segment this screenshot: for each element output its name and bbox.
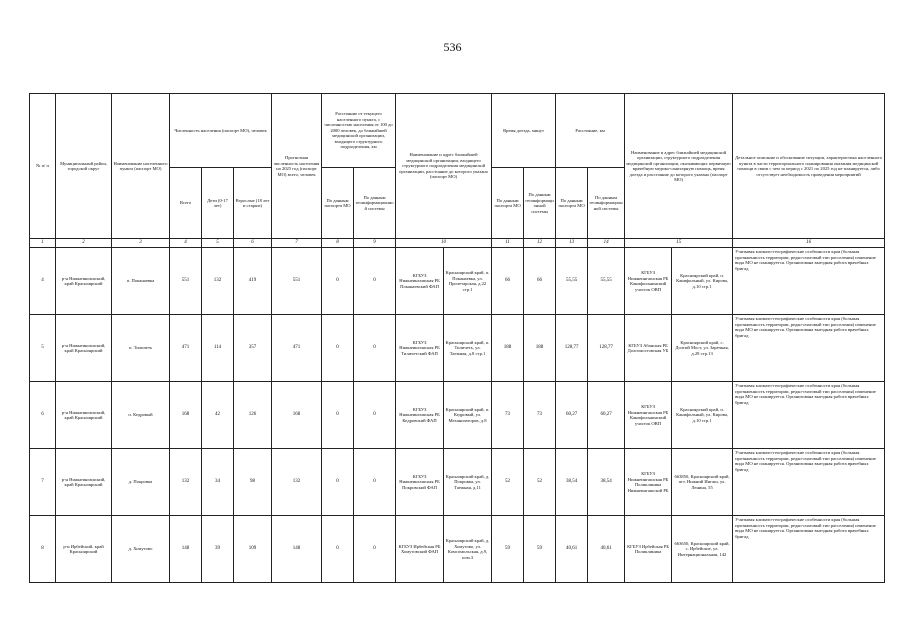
forecast-cell: 132 xyxy=(272,449,322,516)
population-adults: 109 xyxy=(234,516,272,583)
col-number: 13 xyxy=(556,239,588,248)
travel-time-passport: 59 xyxy=(492,516,524,583)
col-number: 7 xyxy=(272,239,322,248)
header-settlement: Наименование населенного пункта (паспорт МО) xyxy=(112,94,170,239)
nearest-org-address: Красноярский край, д. Покровка, ул. Таежная, д.11 xyxy=(444,449,492,516)
distance-geo: 0 xyxy=(354,315,396,382)
population-children: 132 xyxy=(202,248,234,315)
gp-org-address: Красноярский край, п. Канифольный, ул. Кирова, д.10 стр.1 xyxy=(672,382,733,449)
district-cell: р-н Ирбейский, край Красноярский xyxy=(56,516,112,583)
row-number: 5 xyxy=(30,315,56,382)
population-total: 551 xyxy=(170,248,202,315)
population-children: 39 xyxy=(202,516,234,583)
nearest-org-name: КГБУЗ Нижнеингашская РБ Покровский ФАП xyxy=(396,449,444,516)
distance-geo: 0 xyxy=(354,382,396,449)
nearest-org-address: Красноярский край, п. Поканаевка, ул. Пролетарская, д.22 стр.1 xyxy=(444,248,492,315)
col-number: 1 xyxy=(30,239,56,248)
travel-time-geo: 73 xyxy=(524,382,556,449)
header-d-passport: По данным паспорта МО xyxy=(556,168,588,239)
header-tt-geo: По данным геоинформационной системы xyxy=(524,168,556,239)
population-adults: 357 xyxy=(234,315,272,382)
distance-km-geo: 60,27 xyxy=(588,382,625,449)
district-cell: р-н Нижнеингашский, край Красноярский xyxy=(56,315,112,382)
population-total: 471 xyxy=(170,315,202,382)
distance-passport: 0 xyxy=(322,516,354,583)
col-number: 9 xyxy=(354,239,396,248)
header-nearest-org: Наименование и адрес ближайшей медицинской организации, входящего структурного подразделения медицинской организации, расстояние до которого указано (паспорт МО) xyxy=(396,94,492,239)
gp-org-name: КГБУЗ Нижнеингашская РБ Канифольнинский участок ОВП xyxy=(625,248,672,315)
gp-org-address: 663650, Красноярский край, с. Ирбейское, ул. Интернациональная, 142 xyxy=(672,516,733,583)
details-cell: Учитывая климато-географические особенности края (большая протяженность территории, редко-очаговый тип расселения) изменение вида МО не планируется. Организована выездная работа врачебных бригад xyxy=(733,315,885,382)
distance-km-passport: 60,27 xyxy=(556,382,588,449)
settlement-cell: д. Покровка xyxy=(112,449,170,516)
nearest-org-name: КГБУЗ Ирбейская РБ Хомутовский ФАП xyxy=(396,516,444,583)
travel-time-passport: 188 xyxy=(492,315,524,382)
population-adults: 126 xyxy=(234,382,272,449)
row-number: 4 xyxy=(30,248,56,315)
distance-km-geo: 55,55 xyxy=(588,248,625,315)
travel-time-passport: 73 xyxy=(492,382,524,449)
nearest-org-name: КГБУЗ Нижнеингашская РБ Кедровский ФАП xyxy=(396,382,444,449)
gp-org-name: КГБУЗ Ирбейская РБ Поликлиника xyxy=(625,516,672,583)
col-number: 14 xyxy=(588,239,625,248)
header-tt-passport: По данным паспорта МО xyxy=(492,168,524,239)
population-adults: 419 xyxy=(234,248,272,315)
medical-facilities-table xyxy=(29,93,885,583)
distance-km-geo: 38,54 xyxy=(588,449,625,516)
row-number: 7 xyxy=(30,449,56,516)
col-number: 8 xyxy=(322,239,354,248)
col-number: 5 xyxy=(202,239,234,248)
nearest-org-address: Красноярский край, п. Кедровый, ул. Механизаторов, д.8 xyxy=(444,382,492,449)
distance-geo: 0 xyxy=(354,248,396,315)
forecast-cell: 168 xyxy=(272,382,322,449)
distance-passport: 0 xyxy=(322,382,354,449)
population-total: 148 xyxy=(170,516,202,583)
travel-time-passport: 66 xyxy=(492,248,524,315)
population-total: 132 xyxy=(170,449,202,516)
header-no: № п/ п xyxy=(30,94,56,239)
header-dist-passport: По данным паспорта МО xyxy=(322,168,354,239)
col-number: 15 xyxy=(625,239,733,248)
header-travel-time: Время доезда, минут xyxy=(492,94,556,168)
distance-km-passport: 40,61 xyxy=(556,516,588,583)
col-number: 3 xyxy=(112,239,170,248)
col-number: 2 xyxy=(56,239,112,248)
row-number: 8 xyxy=(30,516,56,583)
settlement-cell: п. Поканаевка xyxy=(112,248,170,315)
travel-time-geo: 66 xyxy=(524,248,556,315)
col-number: 11 xyxy=(492,239,524,248)
distance-passport: 0 xyxy=(322,248,354,315)
distance-km-passport: 128,77 xyxy=(556,315,588,382)
population-children: 34 xyxy=(202,449,234,516)
details-cell: Учитывая климато-географические особенности края (большая протяженность территории, редко-очаговый тип расселения) изменение вида МО не планируется. Организована выездная работа врачебных бригад xyxy=(733,516,885,583)
gp-org-address: Красноярский край, п. Канифольный, ул. Кирова, д.10 стр.1 xyxy=(672,248,733,315)
distance-km-passport: 55,55 xyxy=(556,248,588,315)
header-forecast: Прогнозная численность населения на 2025 год (паспорт МО) всего, человек xyxy=(272,94,322,239)
distance-km-geo: 40,61 xyxy=(588,516,625,583)
travel-time-passport: 52 xyxy=(492,449,524,516)
details-cell: Учитывая климато-географические особенности края (большая протяженность территории, редко-очаговый тип расселения) изменение вида МО не планируется. Организована выездная работа врачебных бригад xyxy=(733,382,885,449)
settlement-cell: п. Кедровый xyxy=(112,382,170,449)
nearest-org-address: Красноярский край, п. Тиличеть, ул. Таежная, д.8 стр.1 xyxy=(444,315,492,382)
details-cell: Учитывая климато-географические особенности края (большая протяженность территории, редко-очаговый тип расселения) изменение вида МО не планируется. Организована выездная работа врачебных бригад xyxy=(733,248,885,315)
header-pop-total: Всего xyxy=(170,168,202,239)
header-pop-children: Дети (0-17 лет) xyxy=(202,168,234,239)
population-adults: 98 xyxy=(234,449,272,516)
distance-passport: 0 xyxy=(322,315,354,382)
header-gp-org: Наименование и адрес ближайшей медицинской организации, структурного подразделения медицинской организации, оказывающих первичную врачебную медико-санитарную помощь, время доезда и расстояние до которого указано (паспорт МО) xyxy=(625,94,733,239)
header-details: Детальное описание и обоснование ситуации, характеристика населенного пункта в части территориального планирования оказания медицинской помощи в связи с чем за период с 2021 по 2025 год не планируется, либо отсутствует необходимость проведения мероприятий xyxy=(733,94,885,239)
population-children: 42 xyxy=(202,382,234,449)
table-row xyxy=(30,248,885,315)
header-dist-geo: По данным геоинформационной системы xyxy=(354,168,396,239)
forecast-cell: 471 xyxy=(272,315,322,382)
header-d-geo: По данным геоинформационной системы xyxy=(588,168,625,239)
distance-geo: 0 xyxy=(354,449,396,516)
col-number: 16 xyxy=(733,239,885,248)
district-cell: р-н Нижнеингашский, край Красноярский xyxy=(56,449,112,516)
table-row xyxy=(30,315,885,382)
travel-time-geo: 52 xyxy=(524,449,556,516)
forecast-cell: 148 xyxy=(272,516,322,583)
gp-org-name: КГБУЗ Абанская РБ Долгомостовская УБ xyxy=(625,315,672,382)
row-number: 6 xyxy=(30,382,56,449)
travel-time-geo: 59 xyxy=(524,516,556,583)
population-total: 168 xyxy=(170,382,202,449)
col-number: 12 xyxy=(524,239,556,248)
nearest-org-address: Красноярский край, д. Хомутово, ул. Комсомольская, д.9, пом.3 xyxy=(444,516,492,583)
forecast-cell: 551 xyxy=(272,248,322,315)
gp-org-name: КГБУЗ Нижнеингашская РБ Поликлиника Нижнеингашской РБ xyxy=(625,449,672,516)
table-row xyxy=(30,449,885,516)
page-number: 536 xyxy=(443,40,462,54)
header-distance-structural: Расстояние от текущего населенного пункта, с численностью населения от 100 до 2000 человек, до ближайшей медицинской организации, входящего структурного подразделения, км xyxy=(322,94,396,168)
table-row xyxy=(30,516,885,583)
settlement-cell: д. Хомутово xyxy=(112,516,170,583)
nearest-org-name: КГБУЗ Нижнеингашская РБ Тиличетский ФАП xyxy=(396,315,444,382)
details-cell: Учитывая климато-географические особенности края (большая протяженность территории, редко-очаговый тип расселения) изменение вида МО не планируется. Организована выездная работа врачебных бригад xyxy=(733,449,885,516)
distance-geo: 0 xyxy=(354,516,396,583)
col-number: 10 xyxy=(396,239,492,248)
table-row xyxy=(30,382,885,449)
header-pop-adults: Взрослые (18 лет и старше) xyxy=(234,168,272,239)
col-number: 6 xyxy=(234,239,272,248)
gp-org-address: 663850, Красноярский край, пгт. Нижний Ингаш, ул. Ленина, 55 xyxy=(672,449,733,516)
distance-km-geo: 128,77 xyxy=(588,315,625,382)
district-cell: р-н Нижнеингашский, край Красноярский xyxy=(56,248,112,315)
distance-passport: 0 xyxy=(322,449,354,516)
nearest-org-name: КГБУЗ Нижнеингашская РБ Поканаевский ФАП xyxy=(396,248,444,315)
header-population: Численность населения (паспорт МО), человек xyxy=(170,94,272,168)
district-cell: р-н Нижнеингашский, край Красноярский xyxy=(56,382,112,449)
travel-time-geo: 188 xyxy=(524,315,556,382)
settlement-cell: п. Тиличеть xyxy=(112,315,170,382)
header-district: Муниципальный район, городской округ xyxy=(56,94,112,239)
population-children: 114 xyxy=(202,315,234,382)
header-distance: Расстояние, км xyxy=(556,94,625,168)
col-number: 4 xyxy=(170,239,202,248)
distance-km-passport: 38,54 xyxy=(556,449,588,516)
gp-org-name: КГБУЗ Нижнеингашская РБ Канифольнинский участок ОВП xyxy=(625,382,672,449)
gp-org-address: Красноярский край, с. Долгий Мост, ул. Заречная, д.28 стр.13 xyxy=(672,315,733,382)
